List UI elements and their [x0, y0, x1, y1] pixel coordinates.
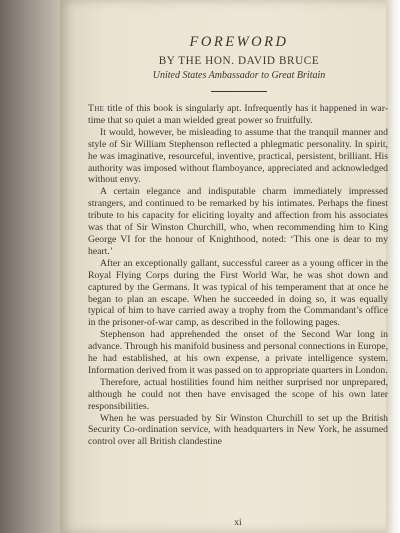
- author-byline: BY THE HON. DAVID BRUCE: [158, 55, 320, 67]
- facing-page-shadow: [0, 0, 62, 533]
- header-rule: [211, 91, 267, 92]
- paragraph-1: [88, 103, 388, 127]
- paragraph-6: Therefore, actual hostilities found him neither surprised nor unprepared, although he could not then have envisaged the scope of his own later responsibilities.: [88, 376, 388, 412]
- foreword-title: FOREWORD: [189, 34, 289, 50]
- paragraph-7: When he was persuaded by Sir Winston Churchill to set up the British Security Co-ordination service, with headquarters in New York, he assumed control over all British clandestine: [88, 412, 388, 448]
- paragraph-4: After an exceptionally gallant, successful career as a young officer in the Royal Flying Corps during the First World War, he was shot down and captured by the Germans. It was typical of his temperament that at once he began to plan an escape. When he succeeded in doing so, it was equally typical of him to have carried away a trophy from the Commandant’s office in the prisoner-of-war camp, as described in the following pages.: [88, 257, 388, 329]
- paragraph-3: A certain elegance and indisputable charm immediately impressed strangers, and continued to be remarked by his intimates. Perhaps the finest tribute to his capacity for eliciting loyalty and affection from his associates was that of Sir Winston Churchill, who, when recommending him to King George VI for the honour of Knighthood, noted: ‘This one is dear to my heart.’: [88, 186, 388, 257]
- author-position: United States Ambassador to Great Britain: [152, 70, 326, 81]
- paragraph-1-text: title of this book is singularly apt. Infrequently has it happened in war-time that so quiet a man wielded great power so fruitfully.: [88, 103, 388, 126]
- foreword-header: [88, 0, 390, 92]
- foreword-body: [88, 103, 388, 448]
- paragraph-2: It would, however, be misleading to assume that the tranquil manner and style of Sir William Stephenson reflected a phlegmatic personality. In spirit, he was imaginative, resourceful, inventive, practical, persistent, brilliant. His authority was imposed without flamboyance, appreciated and acknowledged without envy.: [88, 126, 388, 186]
- page-number: xi: [234, 518, 242, 528]
- lead-word: The: [88, 103, 105, 114]
- paragraph-5: Stephenson had apprehended the onset of the Second War long in advance. Through his manifold business and personal connections in Europe, he had established, at his own expense, a private intelligence system. Information derived from it was passed on to appropriate quarters in London.: [88, 329, 388, 376]
